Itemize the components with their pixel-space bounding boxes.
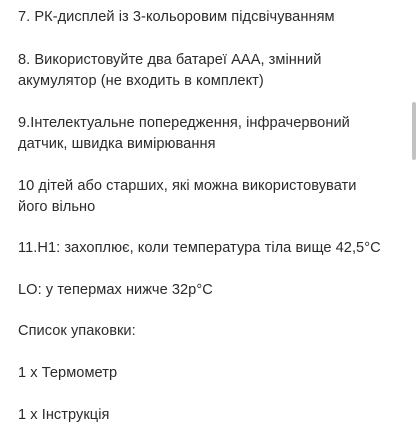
package-item-thermometer (18, 363, 117, 384)
spec-item-high-temp (18, 238, 381, 259)
spec-line: 7. РК-дисплей із 3-кольоровим підсвічуванням (18, 9, 335, 25)
spec-item-batteries (18, 50, 321, 92)
spec-line: 11.Н1: захоплює, коли температура тіла вище 42,5°С (18, 240, 381, 256)
spec-line: 1 х Термометр (18, 365, 118, 381)
spec-line: 10 дітей або старших, які можна використовувати (18, 178, 357, 194)
spec-line: акумулятор (не входить в комплект) (18, 73, 264, 89)
package-list-heading (18, 321, 136, 342)
vertical-scrollbar[interactable] (412, 102, 416, 160)
package-item-instructions (18, 405, 109, 426)
spec-item-warning (18, 113, 350, 155)
spec-line: Список упаковки: (18, 323, 136, 339)
spec-line: 1 х Інструкція (18, 407, 110, 423)
spec-item-low-temp (18, 280, 213, 301)
spec-item-age (18, 176, 356, 218)
spec-item-display (18, 7, 335, 28)
spec-line: 9.Інтелектуальне попередження, інфрачервоний (18, 115, 350, 131)
spec-line: його вільно (18, 199, 96, 215)
spec-line: LO: у тепермах нижче 32р°С (18, 282, 213, 298)
spec-line: 8. Використовуйте два батареї ААА, змінний (18, 52, 322, 68)
spec-line: датчик, швидка вимірювання (18, 136, 216, 152)
